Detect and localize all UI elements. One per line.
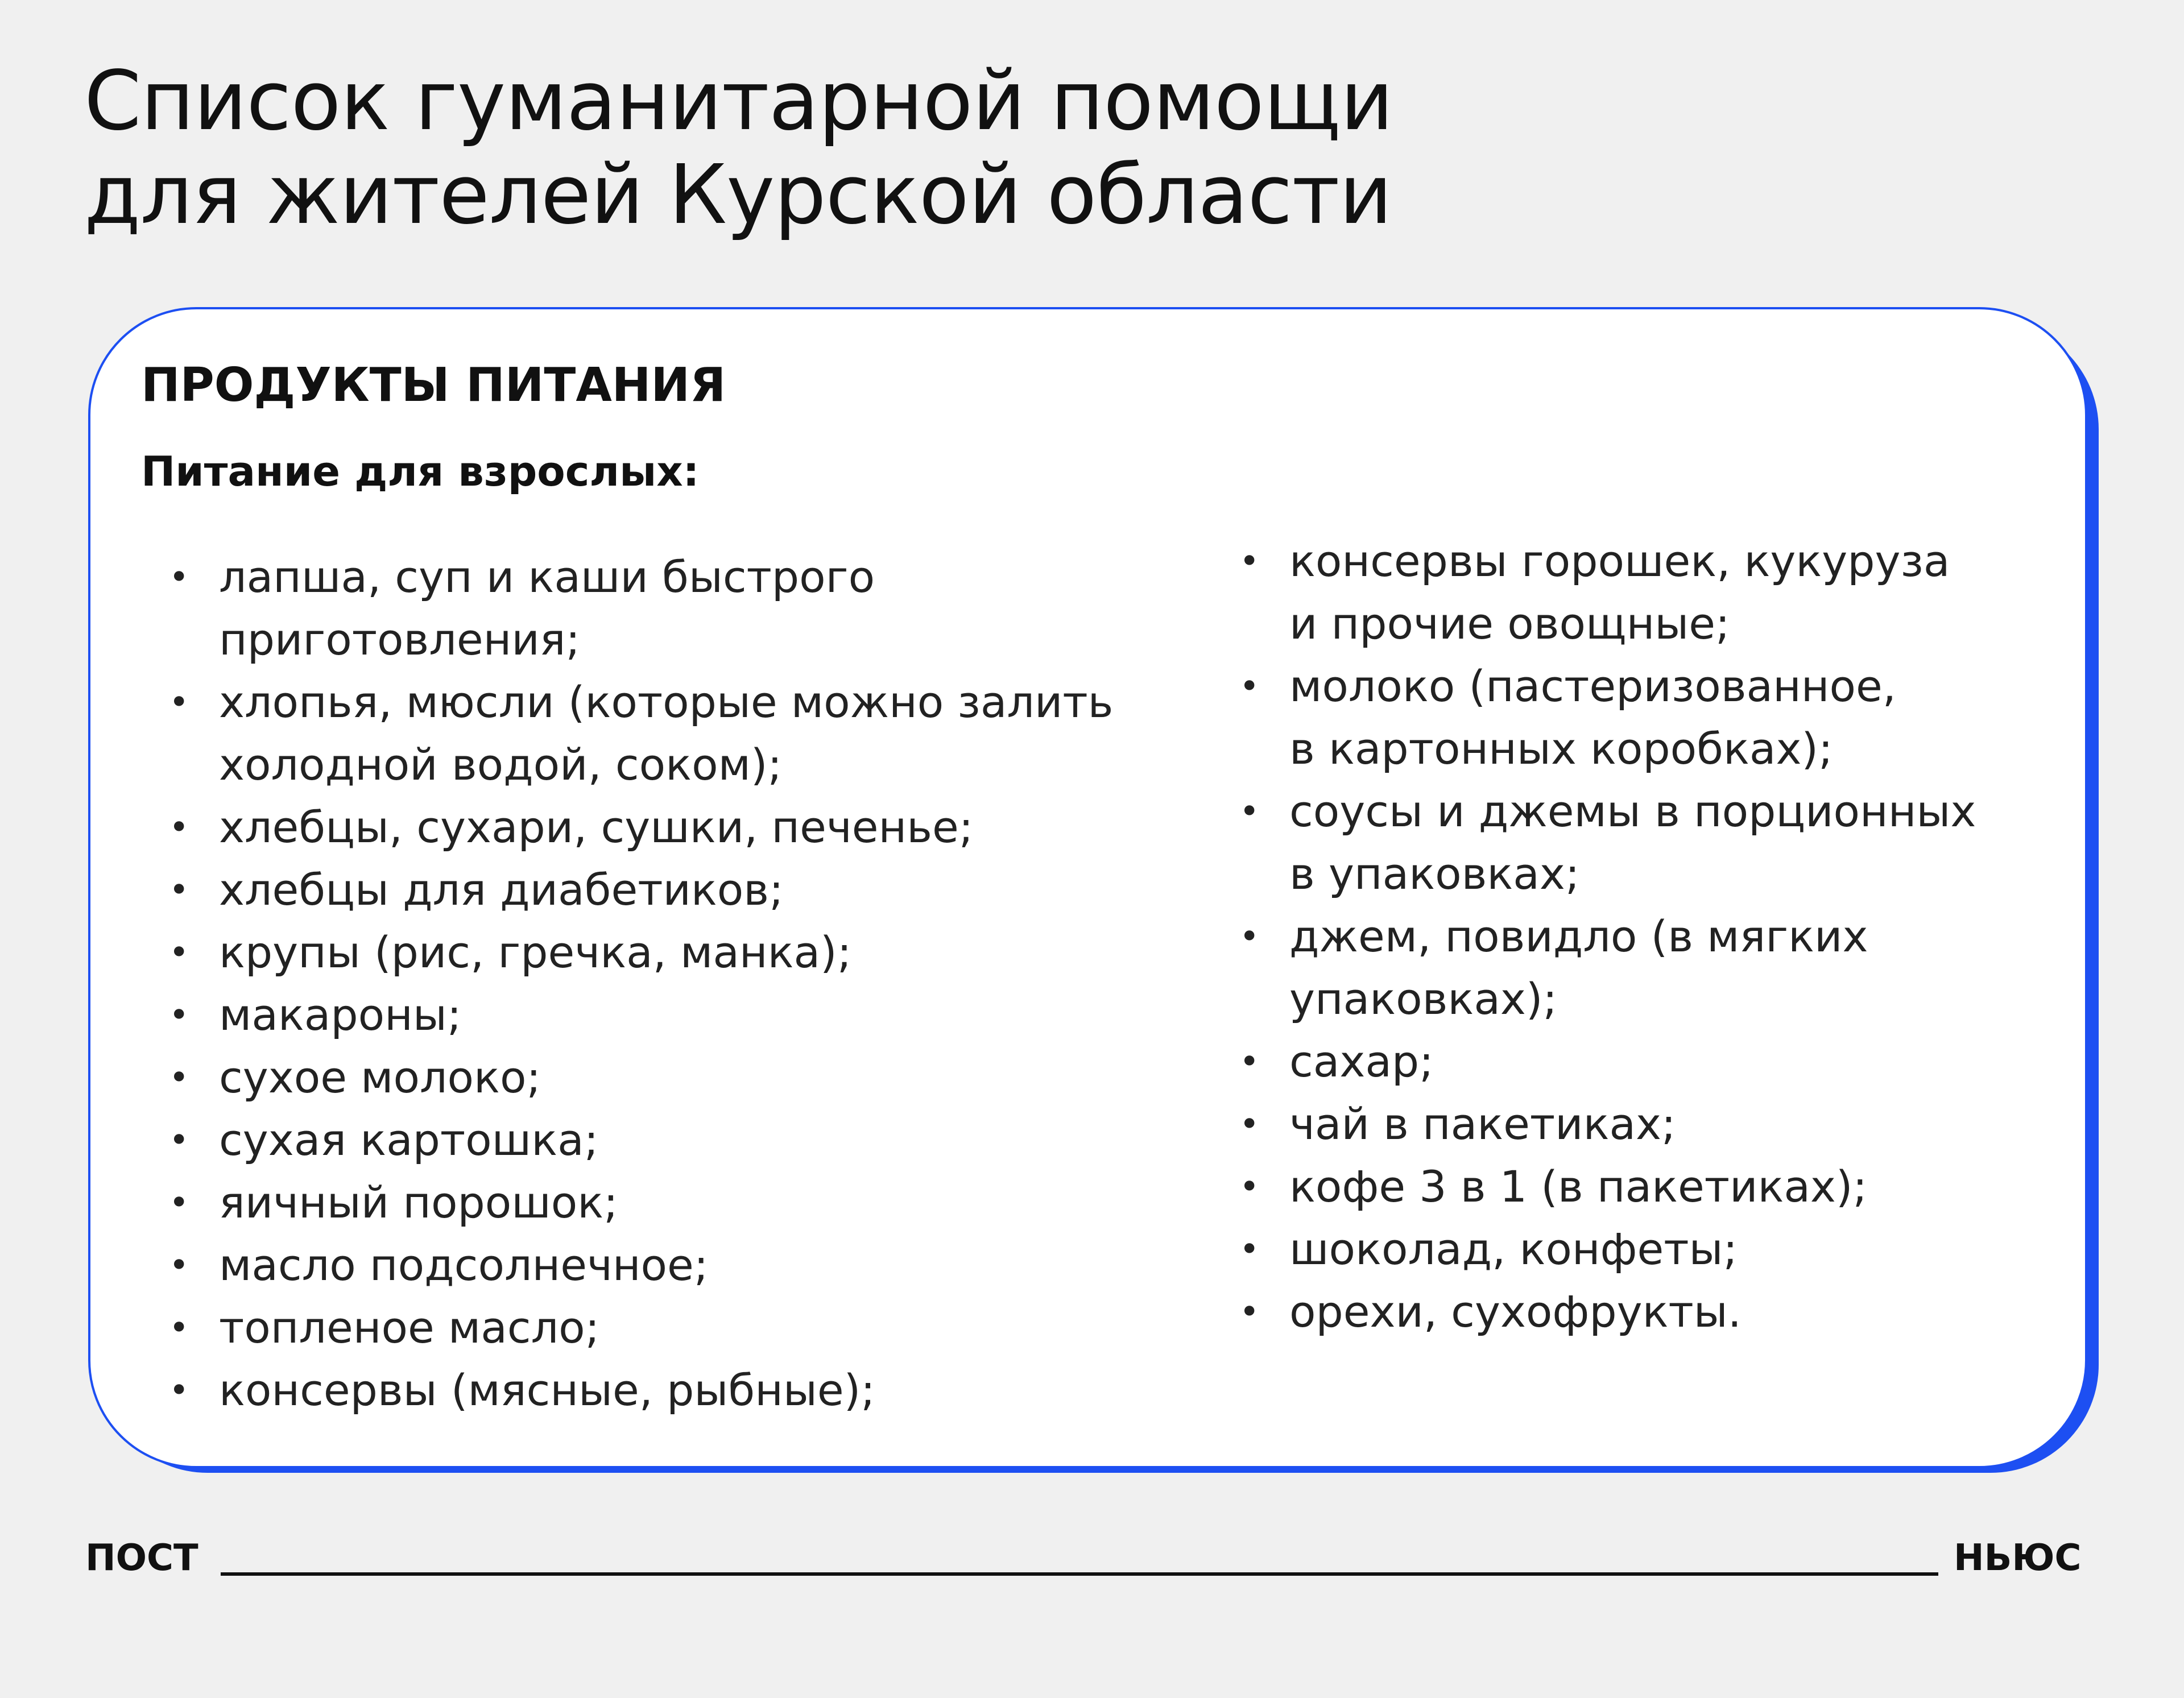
list-item xyxy=(169,1359,1113,1422)
list-item-text: хлопья, мюсли (которые можно залить xyxy=(219,677,1114,727)
list-item-text: кофе 3 в 1 (в пакетиках); xyxy=(1289,1161,1868,1212)
list-item-text: шоколад, конфеты; xyxy=(1289,1224,1738,1274)
bullet-icon: • xyxy=(169,1308,189,1348)
list-item-text: упаковках); xyxy=(1289,974,1558,1024)
footer-brand-right: НЬЮС xyxy=(1954,1537,2082,1579)
bullet-icon: • xyxy=(169,557,189,597)
list-item-text: макароны; xyxy=(219,989,462,1040)
list-item xyxy=(169,921,1113,984)
footer-brand-left: ПОСТ xyxy=(85,1537,198,1579)
page-title-line-2: для жителей Курской области xyxy=(84,147,1392,242)
list-item xyxy=(1239,1281,1976,1343)
list-item-text: сухое молоко; xyxy=(219,1052,541,1103)
bullet-icon: • xyxy=(169,1183,189,1223)
list-item-text: хлебцы, сухари, сушки, печенье; xyxy=(219,802,974,852)
list-item-text: чай в пакетиках; xyxy=(1289,1099,1676,1149)
bullet-icon: • xyxy=(1239,1229,1260,1269)
list-item-text: и прочие овощные; xyxy=(1289,598,1730,649)
list-item xyxy=(1239,1218,1976,1281)
list-item xyxy=(169,546,1113,671)
bullet-icon: • xyxy=(169,1245,189,1285)
bullet-icon: • xyxy=(169,1370,189,1410)
section-title: ПРОДУКТЫ ПИТАНИЯ xyxy=(141,358,726,412)
list-item xyxy=(169,1234,1113,1297)
list-item-text: сахар; xyxy=(1289,1036,1434,1087)
left-item-list xyxy=(169,546,1114,1422)
bullet-icon: • xyxy=(169,933,189,972)
list-item-text: джем, повидло (в мягких xyxy=(1289,911,1868,962)
bullet-icon: • xyxy=(169,682,189,722)
bullet-icon: • xyxy=(1239,666,1260,706)
list-item-text: яичный порошок; xyxy=(219,1177,618,1228)
bullet-icon: • xyxy=(1239,1292,1260,1332)
list-item-text: молоко (пастеризованное, xyxy=(1289,661,1896,711)
list-item xyxy=(1239,1030,1976,1093)
bullet-icon: • xyxy=(169,1058,189,1098)
list-item xyxy=(169,859,1113,921)
page-title xyxy=(84,54,2075,242)
list-item xyxy=(1239,780,1976,905)
list-item xyxy=(1239,1093,1976,1156)
list-item-text: масло подсолнечное; xyxy=(219,1240,709,1290)
list-item xyxy=(169,1171,1113,1234)
list-item-text: крупы (рис, гречка, манка); xyxy=(219,927,852,978)
list-item-text: хлебцы для диабетиков; xyxy=(219,864,784,915)
list-item-text: приготовления; xyxy=(219,614,581,665)
list-item xyxy=(169,1046,1113,1109)
list-item xyxy=(169,671,1114,796)
list-item xyxy=(1239,530,1976,655)
bullet-icon: • xyxy=(1239,541,1260,581)
bullet-icon: • xyxy=(169,870,189,910)
bullet-icon: • xyxy=(169,995,189,1035)
section-subtitle: Питание для взрослых: xyxy=(141,448,700,495)
list-item-text: орехи, сухофрукты. xyxy=(1289,1286,1742,1337)
list-item-text: соусы и джемы в порционных xyxy=(1289,786,1976,836)
list-item xyxy=(169,984,1113,1046)
list-item-text: консервы (мясные, рыбные); xyxy=(219,1365,875,1415)
bullet-icon: • xyxy=(1239,792,1260,831)
list-item xyxy=(169,796,1113,859)
bullet-icon: • xyxy=(169,807,189,847)
right-item-list xyxy=(1239,530,1976,1343)
list-item xyxy=(1239,655,1976,780)
bullet-icon: • xyxy=(1239,1042,1260,1082)
list-item-text: консервы горошек, кукуруза xyxy=(1289,536,1950,586)
list-item-text: сухая картошка; xyxy=(219,1115,599,1165)
list-item-text: в картонных коробках); xyxy=(1289,723,1833,774)
list-item xyxy=(1239,1156,1976,1218)
bullet-icon: • xyxy=(1239,917,1260,956)
bullet-icon: • xyxy=(1239,1104,1260,1144)
list-item-text: топленое масло; xyxy=(219,1302,600,1353)
footer-divider xyxy=(221,1572,1938,1576)
list-item xyxy=(169,1109,1113,1171)
bullet-icon: • xyxy=(1239,1167,1260,1207)
list-item-text: в упаковках; xyxy=(1289,848,1580,899)
list-item-text: холодной водой, соком); xyxy=(219,739,783,790)
page-title-line-1: Список гуманитарной помощи xyxy=(84,53,1393,148)
bullet-icon: • xyxy=(169,1120,189,1160)
list-item xyxy=(1239,905,1976,1030)
list-item xyxy=(169,1297,1113,1359)
list-item-text: лапша, суп и каши быстрого xyxy=(219,552,875,602)
